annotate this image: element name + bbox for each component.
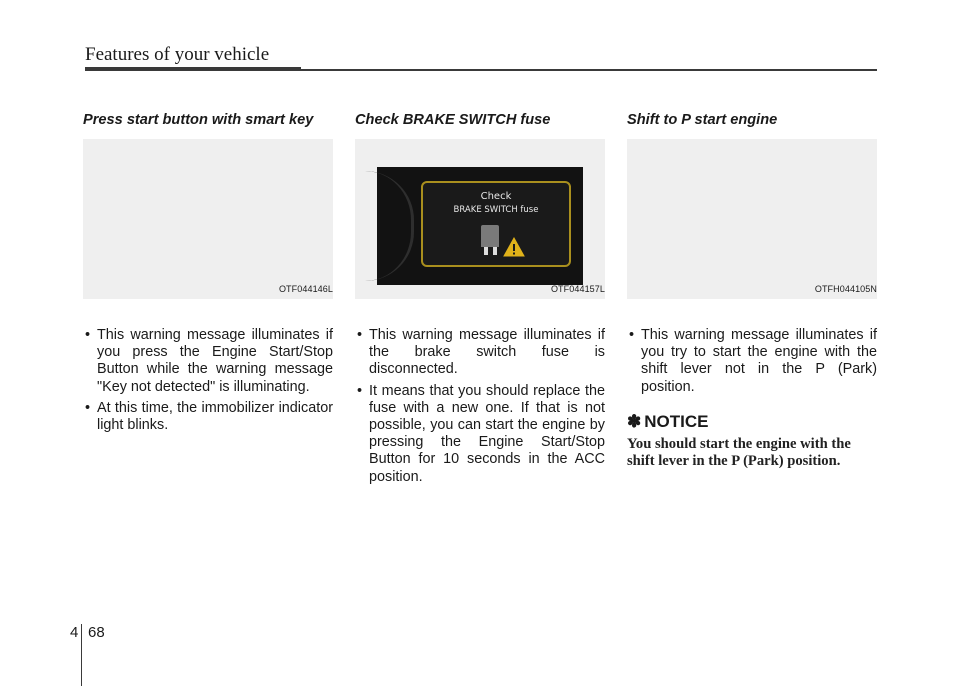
display-line-fuse: BRAKE SWITCH fuse — [453, 205, 539, 215]
bullet-text: This warning message illuminates if you press the Engine Start/Stop Button while the warning message "Key not detected" is illuminating. — [97, 327, 333, 395]
list-item — [83, 400, 333, 434]
cluster-screen — [377, 167, 583, 285]
warning-panel — [421, 181, 571, 267]
fuse-icon — [481, 225, 499, 247]
footer-divider — [81, 624, 82, 686]
list-item — [83, 327, 333, 396]
bullet-glyph: • — [85, 327, 91, 343]
figure-code: OTFH044105N — [814, 284, 877, 294]
fuse-leg — [493, 247, 497, 255]
notice-heading — [627, 412, 877, 432]
list-item — [355, 327, 605, 379]
header-rule-thick — [85, 67, 301, 71]
bullet-text: This warning message illuminates if the brake switch fuse is disconnected. — [369, 327, 605, 378]
column-shift-to-p — [627, 108, 877, 471]
header-rule-thin — [301, 69, 877, 71]
bullet-glyph: • — [85, 399, 91, 416]
chapter-number: 4 — [70, 624, 79, 641]
bullet-glyph: • — [357, 327, 363, 343]
bullet-list — [83, 327, 333, 434]
notice-text: You should start the engine with the shift lever in the P (Park) position. — [627, 435, 851, 470]
bullet-text: It means that you should replace the fuse with a new one. If that is not possible, you can start the engine by pressing the Engine Start/Stop Button for 10 seconds in the ACC position. — [369, 382, 605, 485]
bullet-glyph: • — [357, 382, 363, 399]
column-brake-switch — [355, 108, 605, 490]
column-press-start — [83, 108, 333, 438]
display-line-check: Check — [480, 191, 512, 202]
gauge-arc — [365, 171, 414, 281]
bullet-text: At this time, the immobilizer indicator light blinks. — [97, 399, 333, 434]
page-number: 68 — [88, 624, 105, 641]
figure-placeholder — [627, 139, 877, 299]
notice-title: NOTICE — [644, 411, 709, 431]
bullet-list — [355, 327, 605, 486]
section-heading: Check BRAKE SWITCH fuse — [355, 112, 551, 128]
notice-mark-icon: ✽ — [627, 411, 642, 431]
page-header-title: Features of your vehicle — [85, 44, 270, 65]
list-item — [355, 383, 605, 486]
fuse-leg — [484, 247, 488, 255]
section-heading: Shift to P start engine — [627, 112, 778, 128]
bullet-text: This warning message illuminates if you try to start the engine with the shift lever not in the P (Park) position. — [641, 327, 877, 395]
figure-code: OTF044146L — [278, 284, 333, 294]
bullet-glyph: • — [629, 327, 635, 343]
figure-code: OTF044157L — [550, 284, 605, 294]
warning-triangle-icon — [503, 237, 525, 257]
list-item — [627, 327, 877, 396]
figure-dashboard-display — [355, 139, 605, 299]
bullet-list — [627, 327, 877, 396]
section-heading: Press start button with smart key — [83, 112, 314, 128]
figure-placeholder — [83, 139, 333, 299]
